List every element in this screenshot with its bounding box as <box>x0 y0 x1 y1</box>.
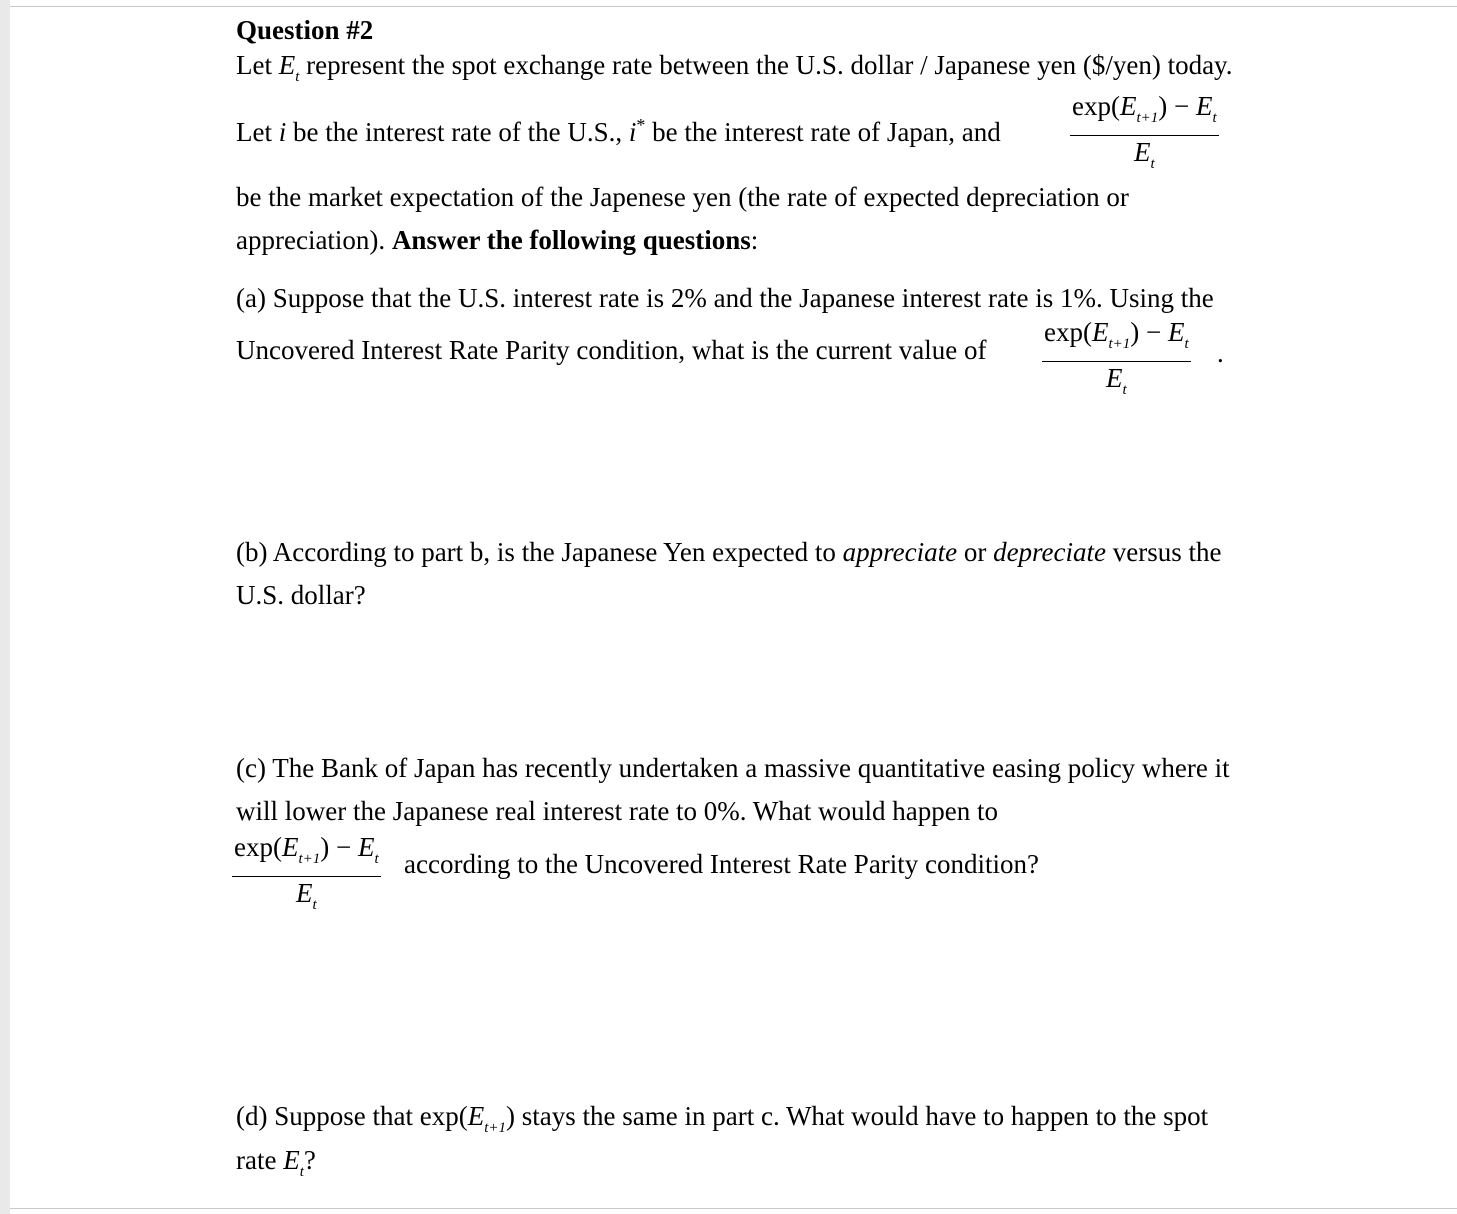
left-margin-strip <box>0 0 10 1214</box>
part-d-line-1: (d) Suppose that $\exp(E_{t+1})$ stays the same in part c. What would have to happen to the spot <box>236 1101 1209 1136</box>
part-c-line-1: (c) The Bank of Japan has recently undertaken a massive quantitative easing policy where it <box>236 753 1230 783</box>
part-c-line-2: will lower the Japanese real interest rate to 0%. What would happen to <box>236 796 998 826</box>
intro-line-4: appreciation). Answer the following questions: <box>236 225 759 255</box>
part-a-line-1: (a) Suppose that the U.S. interest rate is 2% and the Japanese interest rate is 1%. Using the <box>236 283 1214 313</box>
document-page <box>10 7 1457 1208</box>
part-c-line-3: according to the Uncovered Interest Rate Parity condition? <box>404 849 1040 879</box>
intro-line-3: be the market expectation of the Japenese yen (the rate of expected depreciation or <box>236 182 1129 212</box>
intro-line-2: Let i be the interest rate of the U.S., i* be the interest rate of Japan, and <box>236 115 1001 147</box>
expected-change-fraction-intro: $\frac{\exp(E_{t+1}) - E_t}{E_t}$ <box>1072 91 1217 172</box>
part-b-line-1: (b) According to part b, is the Japanese Yen expected to appreciate or depreciate versus the <box>236 537 1222 567</box>
intro-line-1: Let $E_t$ represent the spot exchange rate between the U.S. dollar / Japanese yen ($/yen) today. <box>236 50 1233 85</box>
page-bottom-border <box>10 1208 1457 1209</box>
part-a-period: . <box>1217 338 1224 368</box>
part-b-line-2: U.S. dollar? <box>236 580 366 610</box>
expected-change-fraction-c: $\frac{\exp(E_{t+1}) - E_t}{E_t}$ <box>234 832 379 913</box>
question-title: Question #2 <box>236 15 374 45</box>
part-a-line-2: Uncovered Interest Rate Parity condition, what is the current value of <box>236 335 987 365</box>
expected-change-fraction-a: $\frac{\exp(E_{t+1}) - E_t}{E_t}$ <box>1044 317 1189 398</box>
part-d-line-2: rate $E_t$? <box>236 1145 316 1180</box>
